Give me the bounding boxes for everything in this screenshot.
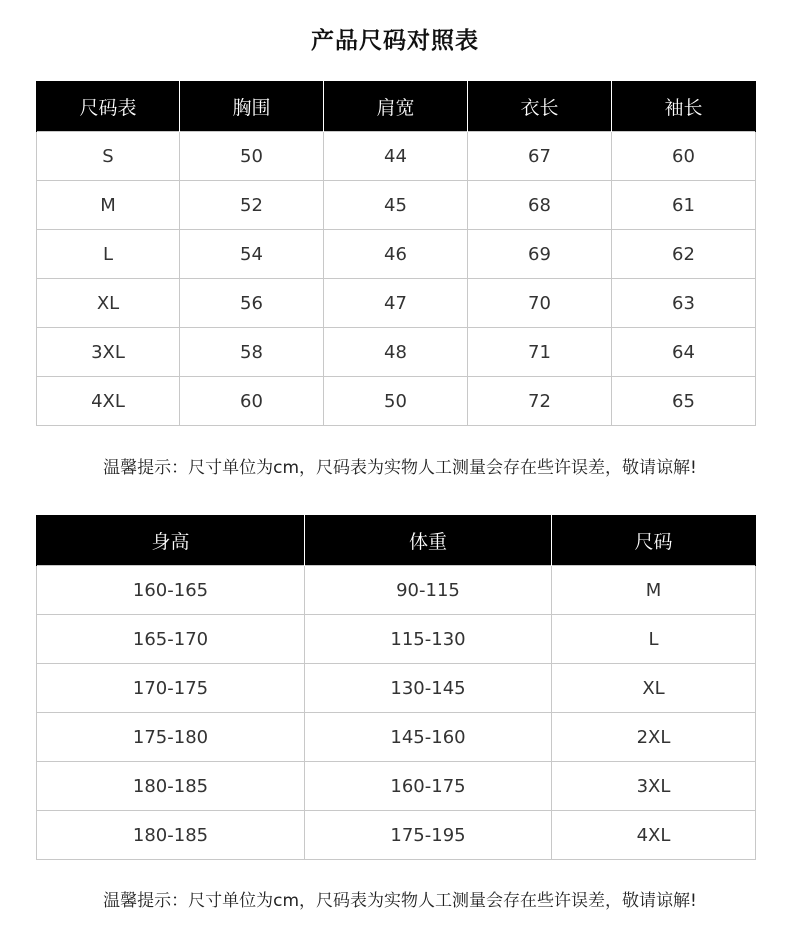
table-row	[37, 230, 756, 279]
table-cell: 46	[324, 230, 468, 279]
table-cell: 180-185	[37, 762, 305, 811]
header-size: 尺码表	[37, 81, 180, 132]
table-cell: 4XL	[552, 811, 756, 860]
table-row	[37, 762, 756, 811]
table-row	[37, 279, 756, 328]
table-cell: 50	[180, 132, 324, 181]
table-cell: 60	[612, 132, 756, 181]
page-title: 产品尺码对照表	[311, 28, 479, 54]
table-row	[37, 566, 756, 615]
table-cell: S	[37, 132, 180, 181]
table-cell: 4XL	[37, 377, 180, 426]
height-weight-size-table	[36, 515, 756, 860]
table-cell: 47	[324, 279, 468, 328]
table-cell: 3XL	[37, 328, 180, 377]
table-cell: 160-175	[305, 762, 552, 811]
table-cell: 60	[180, 377, 324, 426]
table-cell: 180-185	[37, 811, 305, 860]
table-row	[37, 328, 756, 377]
table-cell: 115-130	[305, 615, 552, 664]
table-cell: 2XL	[552, 713, 756, 762]
table-cell: 145-160	[305, 713, 552, 762]
table-cell: 69	[468, 230, 612, 279]
table-cell: XL	[552, 664, 756, 713]
table-cell: 58	[180, 328, 324, 377]
table-header-row	[37, 515, 756, 566]
table-cell: 3XL	[552, 762, 756, 811]
table-row	[37, 181, 756, 230]
table-cell: 68	[468, 181, 612, 230]
table-cell: 165-170	[37, 615, 305, 664]
table-cell: 48	[324, 328, 468, 377]
table-header-row	[37, 81, 756, 132]
measurement-note: 温馨提示：尺寸单位为cm，尺码表为实物人工测量会存在些许误差，敬请谅解!	[103, 891, 697, 911]
table-row	[37, 615, 756, 664]
table-row	[37, 811, 756, 860]
garment-size-table	[36, 81, 756, 426]
header-shoulder: 肩宽	[324, 81, 468, 132]
table-cell: 130-145	[305, 664, 552, 713]
header-height: 身高	[37, 515, 305, 566]
table-cell: 64	[612, 328, 756, 377]
table-row	[37, 713, 756, 762]
table-cell: M	[552, 566, 756, 615]
table-row	[37, 132, 756, 181]
table-cell: 45	[324, 181, 468, 230]
table-cell: XL	[37, 279, 180, 328]
table-cell: 72	[468, 377, 612, 426]
header-sleeve: 袖长	[612, 81, 756, 132]
table-cell: 90-115	[305, 566, 552, 615]
table-row	[37, 664, 756, 713]
table-cell: L	[552, 615, 756, 664]
table-cell: 160-165	[37, 566, 305, 615]
table-cell: 175-180	[37, 713, 305, 762]
header-size: 尺码	[552, 515, 756, 566]
table-cell: 54	[180, 230, 324, 279]
table-cell: 44	[324, 132, 468, 181]
header-chest: 胸围	[180, 81, 324, 132]
table-cell: M	[37, 181, 180, 230]
table-cell: 175-195	[305, 811, 552, 860]
table-cell: 62	[612, 230, 756, 279]
table-cell: 65	[612, 377, 756, 426]
table-cell: 63	[612, 279, 756, 328]
table-row	[37, 377, 756, 426]
table-cell: L	[37, 230, 180, 279]
table-cell: 170-175	[37, 664, 305, 713]
header-length: 衣长	[468, 81, 612, 132]
table-cell: 52	[180, 181, 324, 230]
measurement-note: 温馨提示：尺寸单位为cm，尺码表为实物人工测量会存在些许误差，敬请谅解!	[103, 458, 697, 478]
header-weight: 体重	[305, 515, 552, 566]
table-cell: 61	[612, 181, 756, 230]
table-cell: 70	[468, 279, 612, 328]
table-cell: 71	[468, 328, 612, 377]
table-cell: 56	[180, 279, 324, 328]
table-cell: 67	[468, 132, 612, 181]
table-cell: 50	[324, 377, 468, 426]
